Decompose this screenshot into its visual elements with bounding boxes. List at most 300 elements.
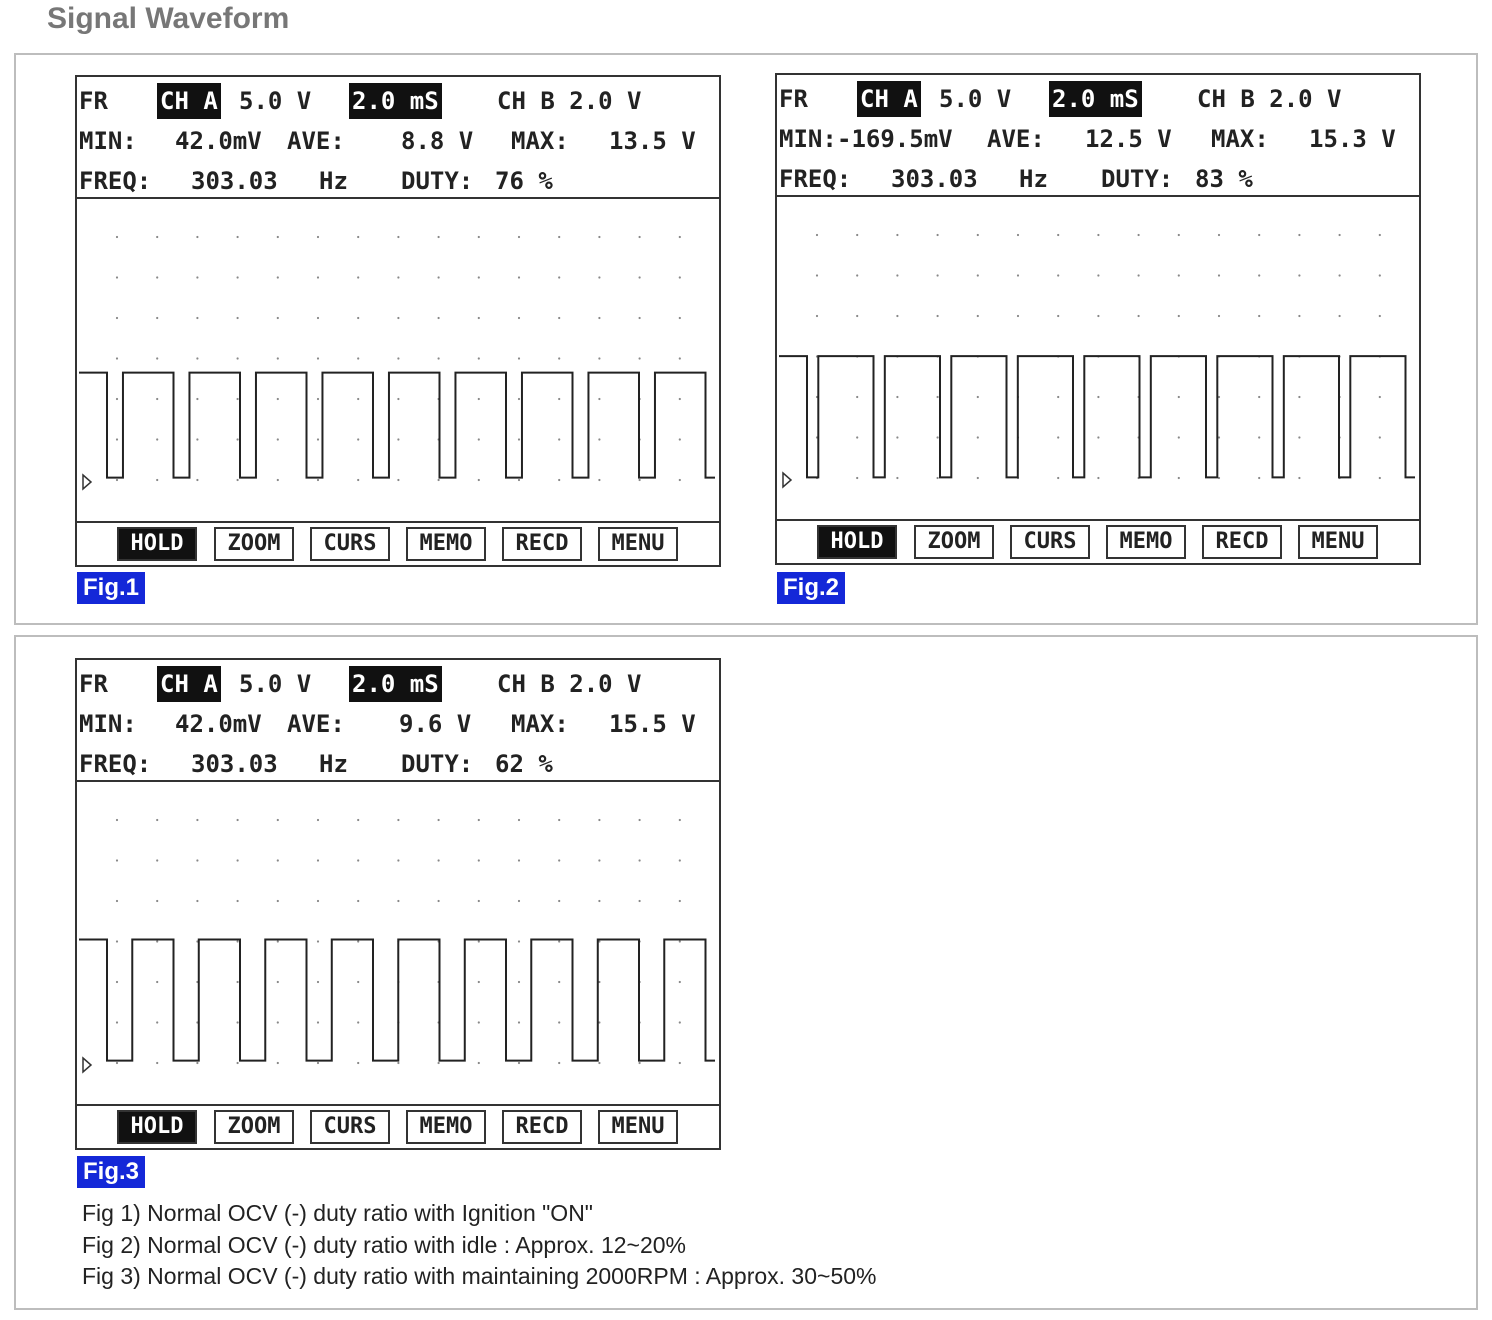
grid-dot [357, 317, 359, 319]
grid-dot [598, 859, 600, 861]
min-value: -169.5mV [837, 125, 953, 153]
ave-value: 8.8 V [401, 127, 474, 155]
grid-dot [156, 398, 158, 400]
grid-dot [397, 317, 399, 319]
grid-dot [116, 479, 118, 481]
softkey-bar [77, 1106, 719, 1148]
grid-dot [1379, 436, 1381, 438]
grid-dot [357, 438, 359, 440]
grid-dot [397, 236, 399, 238]
freq-label: FREQ: [79, 750, 152, 778]
grid-dot [397, 819, 399, 821]
volt-div-a: 5.0 V [939, 85, 1012, 113]
softkey-zoom[interactable]: ZOOM [214, 1110, 294, 1144]
grid-dot [518, 357, 520, 359]
grid-dot [598, 357, 600, 359]
grid-dot [598, 317, 600, 319]
grid-dot [1218, 234, 1220, 236]
grid-dot [679, 276, 681, 278]
grid-dot [357, 1062, 359, 1064]
grid-dot [116, 1062, 118, 1064]
grid-dot [1057, 234, 1059, 236]
softkey-zoom[interactable]: ZOOM [914, 525, 994, 559]
grid-dot [1097, 477, 1099, 479]
grid-dot [237, 438, 239, 440]
grid-dot [397, 398, 399, 400]
grid-dot [518, 1021, 520, 1023]
grid-dot [1298, 396, 1300, 398]
grid-dot [679, 398, 681, 400]
grid-dot [937, 396, 939, 398]
grid-dot [937, 315, 939, 317]
duty-label: DUTY: [401, 167, 474, 195]
mode-label: FR [79, 87, 108, 115]
grid-dot [518, 1062, 520, 1064]
waveform-trace [79, 939, 715, 1060]
grid-dot [1258, 477, 1260, 479]
grid-dot [478, 900, 480, 902]
grid-dot [478, 357, 480, 359]
channel-b-label: CH B 2.0 V [1197, 85, 1342, 113]
grid-dot [856, 274, 858, 276]
grid-dot [1138, 274, 1140, 276]
ave-label: AVE: [287, 710, 345, 738]
grid-dot [1379, 477, 1381, 479]
grid-dot [237, 1021, 239, 1023]
grid-dot [317, 1021, 319, 1023]
grid-dot [317, 276, 319, 278]
max-value: 15.3 V [1309, 125, 1396, 153]
grid-dot [357, 819, 359, 821]
grid-dot [478, 317, 480, 319]
grid-dot [277, 819, 279, 821]
grid-dot [1057, 274, 1059, 276]
grid-dot [1178, 436, 1180, 438]
softkey-recd[interactable]: RECD [1202, 525, 1282, 559]
caption-fig3: Fig 3) Normal OCV (-) duty ratio with maintaining 2000RPM : Approx. 30~50% [82, 1263, 877, 1289]
grid-dot [156, 479, 158, 481]
grid-dot [438, 479, 440, 481]
grid-dot [856, 234, 858, 236]
grid-dot [558, 859, 560, 861]
grid-dot [518, 236, 520, 238]
grid-dot [558, 357, 560, 359]
softkey-recd[interactable]: RECD [502, 1110, 582, 1144]
grid-dot [478, 236, 480, 238]
grid-dot [277, 317, 279, 319]
softkey-menu[interactable]: MENU [598, 527, 678, 561]
duty-label: DUTY: [401, 750, 474, 778]
ave-label: AVE: [287, 127, 345, 155]
grid-dot [478, 438, 480, 440]
grid-dot [196, 276, 198, 278]
grid-dot [317, 940, 319, 942]
max-value: 13.5 V [609, 127, 696, 155]
grid-dot [816, 315, 818, 317]
grid-dot [438, 236, 440, 238]
waveform-trace [79, 373, 715, 478]
grid-dot [478, 1062, 480, 1064]
grid-dot [317, 1062, 319, 1064]
grid-dot [937, 436, 939, 438]
grid-dot [1298, 274, 1300, 276]
grid-dot [116, 900, 118, 902]
grid-dot [639, 357, 641, 359]
channel-b-label: CH B 2.0 V [497, 670, 642, 698]
ave-value: 12.5 V [1085, 125, 1172, 153]
grid-dot [679, 357, 681, 359]
grid-dot [518, 900, 520, 902]
ground-marker-icon [83, 1058, 91, 1072]
volt-div-a: 5.0 V [239, 670, 312, 698]
freq-label: FREQ: [79, 167, 152, 195]
softkey-hold[interactable]: HOLD [117, 1110, 197, 1144]
grid-dot [896, 477, 898, 479]
softkey-curs[interactable]: CURS [1010, 525, 1090, 559]
grid-dot [518, 438, 520, 440]
grid-dot [1057, 436, 1059, 438]
grid-dot [639, 900, 641, 902]
grid-dot [1379, 315, 1381, 317]
scope-screen-1 [75, 75, 721, 567]
grid-dot [357, 479, 359, 481]
grid-dot [237, 398, 239, 400]
grid-dot [1138, 315, 1140, 317]
duty-value: 83 % [1195, 165, 1253, 193]
grid-dot [277, 357, 279, 359]
softkey-memo[interactable]: MEMO [406, 1110, 486, 1144]
grid-dot [478, 1021, 480, 1023]
grid-dot [397, 479, 399, 481]
grid-dot [156, 859, 158, 861]
volt-div-a: 5.0 V [239, 87, 312, 115]
grid-dot [598, 398, 600, 400]
figure-label-3: Fig.3 [77, 1156, 145, 1188]
min-label: MIN: [79, 710, 137, 738]
grid-dot [896, 234, 898, 236]
softkey-memo[interactable]: MEMO [406, 527, 486, 561]
grid-dot [558, 900, 560, 902]
grid-dot [237, 236, 239, 238]
grid-dot [196, 900, 198, 902]
waveform-svg [77, 782, 719, 1104]
grid-dot [1258, 396, 1260, 398]
grid-dot [598, 1062, 600, 1064]
grid-dot [478, 479, 480, 481]
grid-dot [116, 819, 118, 821]
grid-dot [116, 276, 118, 278]
grid-dot [679, 900, 681, 902]
grid-dot [277, 940, 279, 942]
grid-dot [518, 940, 520, 942]
grid-dot [438, 317, 440, 319]
mode-label: FR [79, 670, 108, 698]
grid-dot [438, 357, 440, 359]
grid-dot [156, 276, 158, 278]
grid-dot [558, 1021, 560, 1023]
grid-dot [639, 819, 641, 821]
grid-dot [679, 317, 681, 319]
time-div-badge: 2.0 mS [349, 666, 442, 702]
grid-dot [237, 819, 239, 821]
grid-dot [116, 398, 118, 400]
grid-dot [357, 981, 359, 983]
grid-dot [116, 357, 118, 359]
grid-dot [237, 940, 239, 942]
grid-dot [277, 398, 279, 400]
freq-unit: Hz [319, 750, 348, 778]
grid-dot [1379, 396, 1381, 398]
grid-dot [116, 438, 118, 440]
grid-dot [977, 234, 979, 236]
grid-dot [478, 819, 480, 821]
scope-header [77, 77, 719, 199]
grid-dot [1379, 274, 1381, 276]
scope-header [77, 660, 719, 782]
scope-screen-2 [775, 73, 1421, 565]
grid-dot [1258, 274, 1260, 276]
grid-dot [598, 438, 600, 440]
grid-dot [237, 859, 239, 861]
grid-dot [317, 479, 319, 481]
grid-dot [397, 1062, 399, 1064]
grid-dot [237, 276, 239, 278]
min-label: MIN: [79, 127, 137, 155]
grid-dot [856, 396, 858, 398]
grid-dot [357, 236, 359, 238]
grid-dot [679, 981, 681, 983]
grid-dot [237, 981, 239, 983]
grid-dot [438, 900, 440, 902]
grid-dot [277, 900, 279, 902]
softkey-hold[interactable]: HOLD [117, 527, 197, 561]
grid-dot [1258, 315, 1260, 317]
grid-dot [156, 900, 158, 902]
freq-value: 303.03 [191, 167, 278, 195]
grid-dot [639, 236, 641, 238]
grid-dot [518, 479, 520, 481]
grid-dot [357, 357, 359, 359]
duty-value: 76 % [495, 167, 553, 195]
grid-dot [237, 357, 239, 359]
grid-dot [1218, 274, 1220, 276]
grid-dot [816, 274, 818, 276]
grid-dot [478, 940, 480, 942]
grid-dot [156, 819, 158, 821]
freq-value: 303.03 [191, 750, 278, 778]
grid-dot [357, 1021, 359, 1023]
grid-dot [156, 438, 158, 440]
grid-dot [558, 981, 560, 983]
grid-dot [816, 234, 818, 236]
grid-dot [977, 274, 979, 276]
grid-dot [317, 900, 319, 902]
freq-label: FREQ: [779, 165, 852, 193]
grid-dot [558, 940, 560, 942]
waveform-plot [77, 199, 719, 523]
grid-dot [937, 477, 939, 479]
softkey-curs[interactable]: CURS [310, 527, 390, 561]
grid-dot [156, 317, 158, 319]
grid-dot [438, 859, 440, 861]
grid-dot [1178, 274, 1180, 276]
min-value: 42.0mV [175, 127, 262, 155]
softkey-menu[interactable]: MENU [1298, 525, 1378, 559]
grid-dot [196, 317, 198, 319]
mode-label: FR [779, 85, 808, 113]
channel-a-badge: CH A [857, 81, 921, 117]
scope-screen-3 [75, 658, 721, 1150]
grid-dot [438, 1062, 440, 1064]
grid-dot [1017, 274, 1019, 276]
grid-dot [518, 819, 520, 821]
grid-dot [357, 940, 359, 942]
figure-label-2: Fig.2 [777, 572, 845, 604]
grid-dot [679, 940, 681, 942]
channel-b-label: CH B 2.0 V [497, 87, 642, 115]
grid-dot [156, 357, 158, 359]
grid-dot [397, 438, 399, 440]
grid-dot [937, 234, 939, 236]
time-div-badge: 2.0 mS [1049, 81, 1142, 117]
grid-dot [639, 317, 641, 319]
channel-a-badge: CH A [157, 83, 221, 119]
grid-dot [558, 317, 560, 319]
freq-unit: Hz [319, 167, 348, 195]
grid-dot [639, 1062, 641, 1064]
grid-dot [357, 276, 359, 278]
waveform-trace [779, 356, 1415, 477]
duty-label: DUTY: [1101, 165, 1174, 193]
page-title: Signal Waveform [47, 2, 290, 35]
min-label: MIN: [779, 125, 837, 153]
max-value: 15.5 V [609, 710, 696, 738]
grid-dot [679, 819, 681, 821]
grid-dot [116, 317, 118, 319]
grid-dot [156, 940, 158, 942]
grid-dot [679, 859, 681, 861]
grid-dot [977, 396, 979, 398]
grid-dot [1339, 234, 1341, 236]
grid-dot [1178, 396, 1180, 398]
grid-dot [1097, 315, 1099, 317]
grid-dot [1057, 315, 1059, 317]
grid-dot [1339, 315, 1341, 317]
grid-dot [856, 477, 858, 479]
grid-dot [896, 315, 898, 317]
grid-dot [317, 981, 319, 983]
grid-dot [196, 1062, 198, 1064]
grid-dot [156, 1021, 158, 1023]
max-label: MAX: [1211, 125, 1269, 153]
grid-dot [558, 398, 560, 400]
grid-dot [196, 398, 198, 400]
freq-unit: Hz [1019, 165, 1048, 193]
figure-label-1: Fig.1 [77, 572, 145, 604]
grid-dot [478, 981, 480, 983]
grid-dot [196, 357, 198, 359]
softkey-curs[interactable]: CURS [310, 1110, 390, 1144]
grid-dot [196, 819, 198, 821]
grid-dot [1379, 234, 1381, 236]
grid-dot [937, 274, 939, 276]
max-label: MAX: [511, 127, 569, 155]
grid-dot [518, 859, 520, 861]
grid-dot [1298, 477, 1300, 479]
scope-header [777, 75, 1419, 197]
ave-value: 9.6 V [399, 710, 472, 738]
grid-dot [518, 276, 520, 278]
grid-dot [317, 438, 319, 440]
time-div-badge: 2.0 mS [349, 83, 442, 119]
grid-dot [856, 315, 858, 317]
grid-dot [1339, 274, 1341, 276]
grid-dot [237, 900, 239, 902]
grid-dot [518, 317, 520, 319]
grid-dot [679, 1021, 681, 1023]
softkey-hold[interactable]: HOLD [817, 525, 897, 559]
duty-value: 62 % [495, 750, 553, 778]
grid-dot [116, 940, 118, 942]
grid-dot [317, 236, 319, 238]
softkey-recd[interactable]: RECD [502, 527, 582, 561]
grid-dot [558, 819, 560, 821]
max-label: MAX: [511, 710, 569, 738]
grid-dot [639, 276, 641, 278]
grid-dot [856, 436, 858, 438]
ave-label: AVE: [987, 125, 1045, 153]
grid-dot [397, 859, 399, 861]
grid-dot [196, 479, 198, 481]
ground-marker-icon [783, 473, 791, 487]
freq-value: 303.03 [891, 165, 978, 193]
grid-dot [237, 317, 239, 319]
grid-dot [598, 479, 600, 481]
grid-dot [1218, 315, 1220, 317]
grid-dot [277, 1062, 279, 1064]
grid-dot [317, 317, 319, 319]
grid-dot [397, 900, 399, 902]
grid-dot [1017, 234, 1019, 236]
grid-dot [156, 1062, 158, 1064]
grid-dot [558, 1062, 560, 1064]
grid-dot [598, 276, 600, 278]
grid-dot [478, 859, 480, 861]
softkey-memo[interactable]: MEMO [1106, 525, 1186, 559]
min-value: 42.0mV [175, 710, 262, 738]
grid-dot [237, 479, 239, 481]
grid-dot [896, 396, 898, 398]
grid-dot [679, 1062, 681, 1064]
grid-dot [196, 859, 198, 861]
grid-dot [317, 819, 319, 821]
grid-dot [1178, 234, 1180, 236]
softkey-bar [77, 523, 719, 565]
grid-dot [1057, 396, 1059, 398]
grid-dot [277, 1021, 279, 1023]
grid-dot [896, 436, 898, 438]
grid-dot [1178, 477, 1180, 479]
softkey-zoom[interactable]: ZOOM [214, 527, 294, 561]
grid-dot [357, 900, 359, 902]
grid-dot [558, 479, 560, 481]
softkey-menu[interactable]: MENU [598, 1110, 678, 1144]
grid-dot [679, 236, 681, 238]
grid-dot [598, 900, 600, 902]
grid-dot [1097, 436, 1099, 438]
grid-dot [116, 981, 118, 983]
waveform-svg [777, 197, 1419, 519]
